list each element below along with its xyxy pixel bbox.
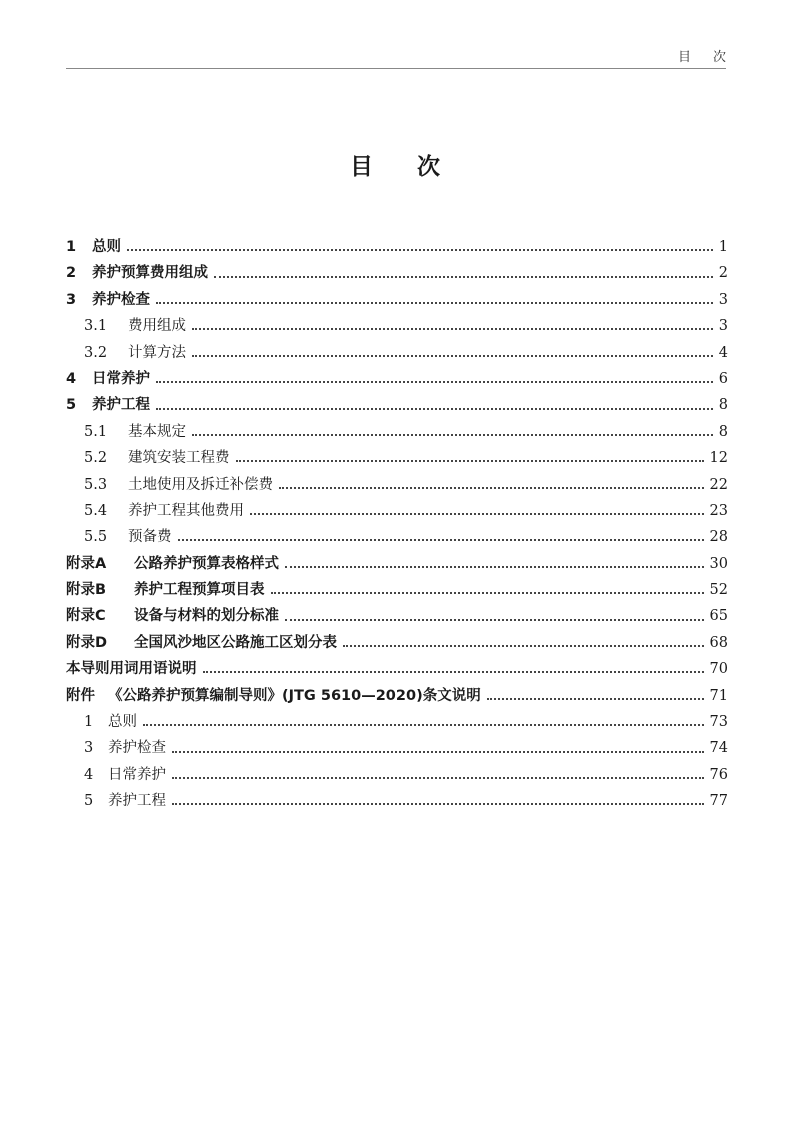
toc-entry[interactable] [66,498,728,524]
toc-entry-page: 28 [709,529,728,546]
toc-entry-title: 总则 [92,239,121,255]
dot-leader [172,751,704,753]
toc-entry[interactable] [66,709,728,735]
toc-entry-title: 本导则用词用语说明 [66,661,197,678]
toc-entry-page: 68 [709,634,728,651]
toc-entry-number: 2 [66,265,77,282]
toc-entry-title: 养护工程预算项目表 [134,582,265,599]
toc-entry-title: 土地使用及拆迁补偿费 [128,476,273,493]
dot-leader [487,698,704,700]
toc-entry-number: 5.2 [84,450,108,467]
toc-entry[interactable] [66,419,728,445]
toc-entry-number: 附件 [66,687,95,704]
toc-entry-title: 养护工程 [92,397,150,414]
toc-entry-number: 附录A [66,555,107,572]
dot-leader [156,381,713,383]
toc-entry[interactable] [66,340,728,366]
toc-entry-number: 4 [66,370,77,387]
toc-entry-page: 76 [709,766,728,783]
dot-leader [127,249,713,251]
toc-entry[interactable] [66,656,728,682]
toc-entry-number: 5.3 [84,476,108,493]
toc-entry-number: 4 [84,766,94,783]
toc-entry-number: 3 [84,740,94,757]
toc-entry-page: 30 [709,555,728,572]
toc-entry-number: 3 [66,291,77,308]
toc-entry-page: 3 [718,318,728,335]
toc-entry-page: 73 [709,714,728,731]
dot-leader [192,328,713,330]
toc-entry[interactable] [66,313,728,339]
toc-entry-number: 3.1 [84,318,108,335]
dot-leader [271,592,704,594]
toc-entry[interactable] [66,630,728,656]
toc-entry-number: 5 [84,793,94,810]
toc-entry-number: 5.4 [84,502,108,519]
toc-entry-page: 23 [709,502,728,519]
toc-entry-page: 6 [718,370,728,387]
toc-entry-page: 2 [718,265,728,282]
toc-entry-title: 基本规定 [128,423,186,440]
toc-entry[interactable] [66,762,728,788]
toc-entry[interactable] [66,234,728,260]
running-header: 目次 [677,50,748,65]
toc-entry-number: 5.5 [84,529,108,546]
toc-entry-page: 1 [718,239,728,255]
toc-entry[interactable] [66,366,728,392]
toc-entry[interactable] [66,788,728,814]
toc-entry-page: 4 [718,344,728,361]
toc-entry-title: 养护检查 [92,291,150,308]
toc-entry-page: 8 [718,397,728,414]
toc-entry-number: 1 [66,239,77,255]
dot-leader [279,487,704,489]
toc-entry[interactable] [66,524,728,550]
toc-entry-page: 74 [709,740,728,757]
toc-entry[interactable] [66,260,728,286]
header-rule [66,68,726,69]
dot-leader [192,355,713,357]
dot-leader [236,460,704,462]
toc-entry-title: 养护预算费用组成 [92,265,208,282]
table-of-contents [66,234,728,815]
dot-leader [143,724,704,726]
toc-entry-number: 3.2 [84,344,108,361]
toc-entry[interactable] [66,551,728,577]
toc-entry-title: 养护工程 [108,793,166,810]
dot-leader [156,408,713,410]
toc-entry-title: 日常养护 [92,370,150,387]
toc-entry-title: 日常养护 [108,766,166,783]
toc-entry-page: 8 [718,423,728,440]
toc-entry[interactable] [66,577,728,603]
toc-entry-title: 《公路养护预算编制导则》(JTG 5610—2020)条文说明 [108,687,481,704]
toc-entry-number: 附录D [66,634,108,651]
toc-entry-number: 附录C [66,608,106,625]
dot-leader [172,777,704,779]
dot-leader [203,671,704,673]
dot-leader [172,803,704,805]
toc-entry-number: 1 [84,714,94,731]
dot-leader [285,619,704,621]
toc-entry-page: 70 [709,661,728,678]
toc-entry-title: 计算方法 [128,344,186,361]
dot-leader [250,513,704,515]
page-title: 目次 [350,154,484,180]
toc-entry[interactable] [66,683,728,709]
toc-entry-page: 12 [709,450,728,467]
toc-entry-page: 22 [709,476,728,493]
toc-entry-title: 费用组成 [128,318,186,335]
dot-leader [214,276,713,278]
dot-leader [285,566,704,568]
toc-entry-number: 5 [66,397,77,414]
toc-entry-page: 52 [709,582,728,599]
toc-entry[interactable] [66,445,728,471]
toc-entry-number: 附录B [66,582,107,599]
toc-entry-number: 5.1 [84,423,108,440]
toc-entry-page: 3 [718,291,728,308]
dot-leader [192,434,713,436]
toc-entry-page: 71 [709,687,728,704]
toc-entry-title: 建筑安装工程费 [128,450,230,467]
toc-entry[interactable] [66,472,728,498]
dot-leader [178,539,704,541]
toc-entry[interactable] [66,392,728,418]
toc-entry[interactable] [66,287,728,313]
dot-leader [156,302,713,304]
dot-leader [343,645,704,647]
toc-entry-title: 全国风沙地区公路施工区划分表 [134,634,337,651]
toc-entry[interactable] [66,603,728,629]
toc-entry-title: 总则 [108,714,137,731]
toc-entry-title: 预备费 [128,529,172,546]
toc-entry-title: 公路养护预算表格样式 [134,555,279,572]
toc-entry-title: 设备与材料的划分标准 [134,608,279,625]
toc-entry-title: 养护工程其他费用 [128,502,244,519]
toc-entry-page: 77 [709,793,728,810]
toc-entry-title: 养护检查 [108,740,166,757]
toc-entry-page: 65 [709,608,728,625]
toc-entry[interactable] [66,735,728,761]
